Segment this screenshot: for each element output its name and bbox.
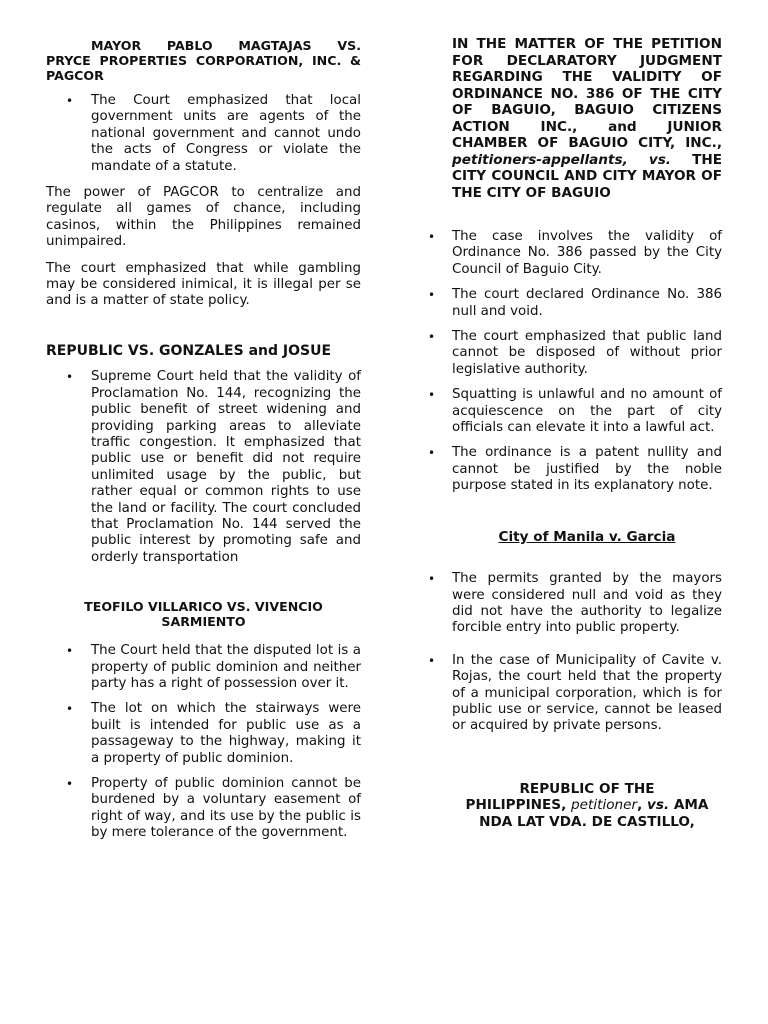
list-item-text: The permits granted by the mayors were considered null and void as they did not have the authority to legalize forcible entry into public property.: [452, 571, 722, 636]
case-title-magtajas: [46, 38, 361, 83]
list-item-text: The Court emphasized that local government units are agents of the national government and cannot undo the acts of Congress or violate the mandate of a statute.: [91, 93, 361, 174]
list-item-text: The lot on which the stairways were built is intended for public use as a passageway to the highway, making it a property of public dominion.: [91, 701, 361, 766]
bullet-icon: •: [428, 330, 436, 345]
list-item-text: The court declared Ordinance No. 386 null and void.: [452, 287, 722, 319]
list-item: [428, 387, 722, 436]
castillo-vs: vs.: [647, 797, 670, 814]
list-item: [46, 643, 361, 692]
list-item-text: The ordinance is a patent nullity and cannot be justified by the noble purpose stated in its explanatory note.: [452, 445, 722, 494]
case-title-castillo: REPUBLIC OF THE PHILIPPINES, petitioner, vs. AMA NDA LAT VDA. DE CASTILLO,: [465, 780, 709, 830]
magtajas-bullets: [46, 93, 361, 175]
case-title-baguio: [452, 36, 722, 201]
bullet-icon: •: [428, 572, 436, 587]
castillo-line1: REPUBLIC OF THE: [519, 780, 655, 797]
case-title-baguio-vs: , vs.: [622, 151, 671, 168]
castillo-petitioner: petitioner: [571, 797, 638, 814]
list-item: [46, 93, 361, 175]
list-item: [428, 652, 722, 735]
case-title-baguio-part1: IN THE MATTER OF THE PETITION FOR DECLARATORY JUDGMENT REGARDING THE VALIDITY OF ORDINANCE NO. 386 OF THE CITY OF BAGUIO, BAGUIO CITIZENS ACTION INC., and JUNIOR CHAMBER OF BAGUIO CITY, INC.,: [452, 36, 722, 151]
list-item: [428, 571, 722, 637]
villarico-bullets: [46, 643, 361, 841]
list-item-text: The case involves the validity of Ordinance No. 386 passed by the City Council of Baguio City.: [452, 229, 722, 277]
list-item: [428, 287, 722, 320]
list-item-text: The Court held that the disputed lot is a property of public dominion and neither party has a right of possession over it.: [91, 643, 361, 691]
case-title-magtajas-rest: PRYCE PROPERTIES CORPORATION, INC. & PAGCOR: [46, 53, 361, 83]
manila-bullets: [428, 571, 722, 735]
paragraph: The power of PAGCOR to centralize and regulate all games of chance, including casinos, within the Philippines remained unimpaired.: [46, 185, 361, 250]
list-item-text: Squatting is unlawful and no amount of acquiescence on the part of city officials can elevate it into a lawful act.: [452, 387, 722, 436]
left-column: [46, 36, 361, 852]
list-item: [428, 329, 722, 378]
bullet-icon: •: [66, 370, 74, 385]
bullet-icon: •: [66, 94, 74, 108]
bullet-icon: •: [66, 702, 74, 717]
list-item-text: The court emphasized that public land cannot be disposed of without prior legislative authority.: [452, 329, 722, 377]
republic-bullets: [46, 369, 361, 566]
bullet-icon: •: [428, 288, 436, 303]
case-title-magtajas-line1: MAYOR PABLO MAGTAJAS VS.: [91, 38, 361, 53]
list-item: [428, 445, 722, 494]
paragraph: The court emphasized that while gambling may be considered inimical, it is illegal per se and is a matter of state policy.: [46, 260, 361, 309]
case-title-manila-garcia: City of Manila v. Garcia: [498, 528, 676, 545]
case-title-baguio-part2: THE CITY COUNCIL AND CITY MAYOR OF THE CITY OF BAGUIO: [452, 151, 722, 201]
bullet-icon: •: [428, 653, 436, 668]
case-title-republic-gonzales: REPUBLIC VS. GONZALES and JOSUE: [46, 342, 332, 359]
bullet-icon: •: [428, 230, 436, 244]
bullet-icon: •: [428, 388, 436, 403]
castillo-line3: NDA LAT VDA. DE CASTILLO,: [479, 813, 695, 830]
list-item: [46, 701, 361, 767]
castillo-ama: AMA: [673, 797, 709, 814]
bullet-icon: •: [66, 644, 74, 659]
case-title-villarico: TEOFILO VILLARICO VS. VIVENCIO SARMIENTO: [84, 599, 323, 630]
castillo-philippines: PHILIPPINES: [465, 797, 562, 814]
list-item: [428, 229, 722, 278]
list-item-text: Supreme Court held that the validity of Proclamation No. 144, recognizing the public benefit of street widening and providing parking areas to alleviate traffic congestion. It emphasized that public use or benefit did not require unlimited usage by the public, but rather equal or common rights to use the land or facility. The court concluded that Proclamation No. 144 served the public interest by promoting safe and orderly transportation: [91, 369, 361, 565]
bullet-icon: •: [66, 777, 74, 791]
case-title-baguio-italic: petitioners-appellants: [452, 151, 623, 168]
list-item-text: In the case of Municipality of Cavite v. Rojas, the court held that the property of a municipal corporation, which is for public use or service, cannot be leased or acquired by private persons.: [452, 652, 722, 734]
baguio-bullets: [428, 229, 722, 495]
right-column: [428, 36, 722, 830]
list-item: [46, 369, 361, 566]
list-item: [46, 776, 361, 842]
list-item-text: Property of public dominion cannot be burdened by a voluntary easement of right of way, and its use by the public is by mere tolerance of the government.: [91, 776, 361, 841]
bullet-icon: •: [428, 446, 436, 461]
